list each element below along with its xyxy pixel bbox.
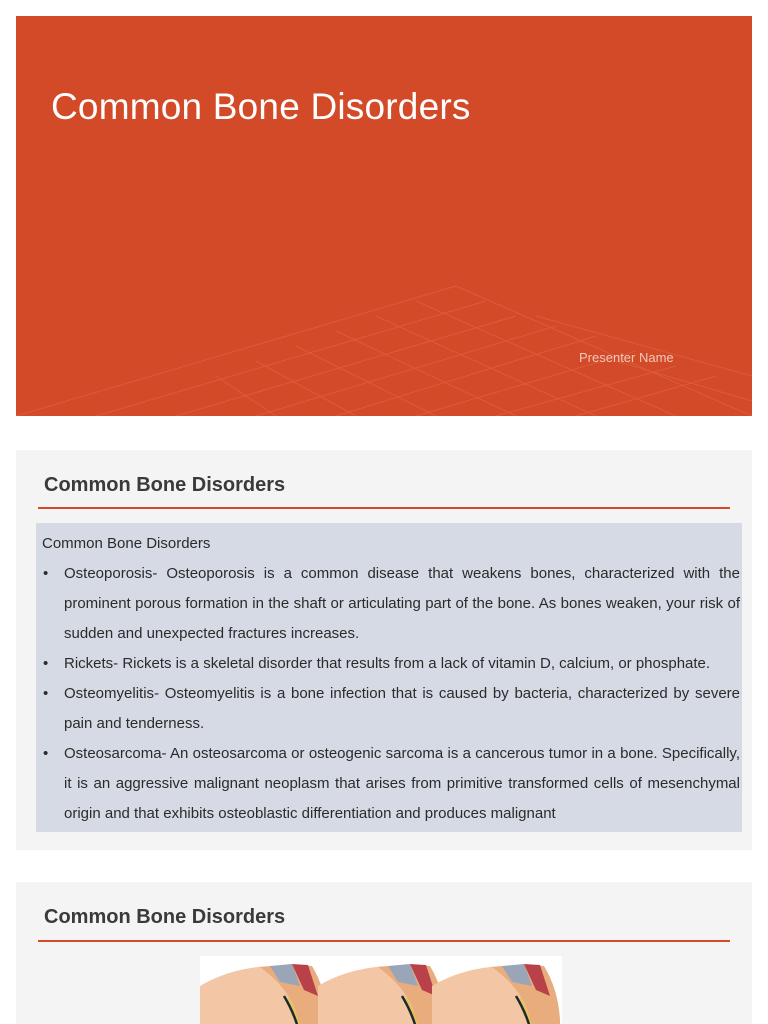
bone-layer-icon xyxy=(200,964,328,1024)
list-item xyxy=(42,649,740,679)
list-item-text: Osteosarcoma- An osteosarcoma or osteogenic sarcoma is a cancerous tumor in a bone. Specifically, it is an aggressive malignant neoplasm that arises from primitive transformed cells of mesenchymal origin and that exhibits osteoblastic differentiation and produces malignant xyxy=(64,745,740,822)
heading-divider xyxy=(38,507,730,509)
slide-heading: Common Bone Disorders xyxy=(44,906,286,928)
list-item-text: Rickets- Rickets is a skeletal disorder that results from a lack of vitamin D, calcium, or phosphate. xyxy=(64,655,711,672)
slide-title: Common Bone Disorders xyxy=(51,86,471,127)
bullet-list xyxy=(42,559,740,829)
list-item xyxy=(42,739,740,829)
heading-divider xyxy=(38,940,730,942)
image-slide[interactable] xyxy=(16,882,752,1024)
bullet-icon: • xyxy=(43,655,49,672)
content-slide[interactable] xyxy=(16,450,752,850)
slide-heading: Common Bone Disorders xyxy=(44,474,286,496)
bullet-icon: • xyxy=(43,745,49,762)
list-item-text: Osteomyelitis- Osteomyelitis is a bone infection that is caused by bacteria, characterized by severe pain and tenderness. xyxy=(64,685,740,732)
bullet-icon: • xyxy=(43,685,49,702)
presenter-name: Presenter Name xyxy=(579,350,674,365)
title-slide[interactable] xyxy=(16,16,752,416)
list-item xyxy=(42,559,740,649)
bullet-icon: • xyxy=(43,565,49,582)
intro-text: Common Bone Disorders xyxy=(42,535,211,552)
text-content xyxy=(42,529,740,829)
bone-cross-section-illustration xyxy=(200,956,562,1024)
list-item xyxy=(42,679,740,739)
list-item-text: Osteoporosis- Osteoporosis is a common disease that weakens bones, characterized with the prominent porous formation in the shaft or articulating part of the bone. As bones weaken, your risk of sudden and unexpected fractures increases. xyxy=(64,565,740,642)
